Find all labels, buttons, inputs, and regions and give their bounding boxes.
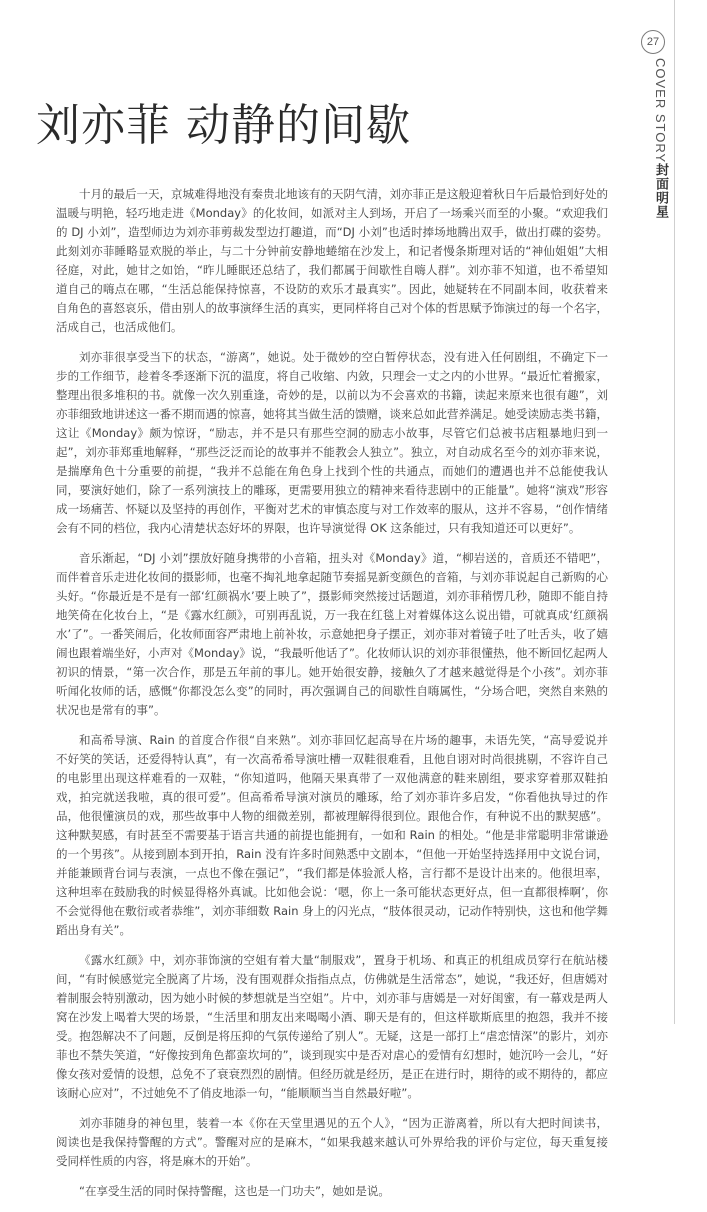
article-body [56,185,608,1212]
paragraph: 刘亦菲很享受当下的状态，“游离”，她说。处于微妙的空白暂停状态，没有进入任何剧组，不确定下一步的工作细节，趁着冬季逐渐下沉的温度，将自己收缩、内敛，只理会一丈之内的小世界。“最近忙着搬家，整理出很多堆积的书。就像一次久别重逢，奇妙的是，以前以为不会喜欢的书籍，读起来原来也很有趣”，刘亦菲细致地讲述这一番不期而遇的惊喜，她将其当做生活的馈赠，谈来总如此营养满足。她受读励志类书籍，这让《Monday》颇为惊讶，“励志，并不是只有那些空洞的励志小故事，尽管它们总被书店粗暴地归到一起”，刘亦菲郑重地解释，“那些泛泛而论的故事并不能教会人独立”。独立，对自动成名至今的刘亦菲来说，是揣摩角色十分重要的前提，“我并不总能在角色身上找到个性的共通点，而她们的遭遇也并不总能使我认同，要演好她们，除了一系列演技上的雕琢，更需要用独立的精神来看待悲剧中的正能量”。她将“演戏”形容成一场痛苦、怀疑以及坚持的再创作，平衡对艺术的审慎态度与对工作效率的服从，这并不容易，“创作情绪会有不同的档位，我内心清楚状态好坏的界限，也许导演觉得 OK 这条能过，只有我知道还可以更好”。 [56,350,608,535]
page-number-badge: 27 [641,30,665,54]
section-label-english: COVER STORY [653,58,668,164]
section-label [639,58,667,219]
paragraph: 和高希导演、Rain 的首度合作很“自来熟”。刘亦菲回忆起高导在片场的趣事，未语先笑，“高导爱说并不好笑的笑话，还爱得特认真”，有一次高希希导演吐槽一双鞋很难看，且他自诩对时尚很挑剔，不容许自己的电影里出现这样难看的一双鞋，“你知道吗，他隔天果真带了一双他满意的鞋来剧组，要求穿着那双鞋拍戏，拍完就送我啦，真的很可爱”。但高希希导演对演员的雕琢，给了刘亦菲许多启发，“你看他执导过的作品，他很懂演员的戏，那些故事中人物的细微差别，都被理解得很到位。跟他合作，有种说不出的默契感”。这种默契感，有时甚至不需要基于语言共通的前提也能拥有，一如和 Rain 的相处。“他是非常聪明非常谦逊的一个男孩”。从接到剧本到开拍，Rain 没有许多时间熟悉中文剧本，“但他一开始坚持选择用中文说台词，并能兼顾背台词与表演，一点也不像在强记”，“我们都是体验派人格，言行都不是设计出来的。他很坦率，这种坦率在鼓励我的时候显得格外真诚。比如他会说：‘嗯，你上一条可能状态更好点，但一直都很棒啊’，你不会觉得他在敷衍或者恭维”，刘亦菲细数 Rain 身上的闪光点，“肢体很灵动，记动作特别快，这也和他学舞蹈出身有关”。 [56,733,608,937]
spine-divider [674,0,675,1024]
article-title: 刘亦菲 动静的间歇 [36,100,411,152]
paragraph: 《露水红颜》中，刘亦菲饰演的空姐有着大量“制服戏”，置身于机场、和真正的机组成员穿行在航站楼间，“有时候感觉完全脱离了片场，没有围观群众指指点点，仿佛就是生活常态”，她说，“我还好，但唐嫣对着制服会特别激动，因为她小时候的梦想就是当空姐”。片中，刘亦菲与唐嫣是一对好闺蜜，有一幕戏是两人窝在沙发上喝着大哭的场景，“生活里和朋友出来喝喝小酒、聊天是有的，但这样歇斯底里的抱怨，我并不接受。抱怨解决不了问题，反倒是将压抑的气氛传递给了别人”。无疑，这是一部打上“虐恋情深”的影片，刘亦菲也不禁失笑道，“好像按到角色都蛮坎坷的”，谈到现实中是否对虐心的爱情有幻想时，她沉吟一会儿，“好像女孩对爱情的设想，总免不了衰衰烈烈的剧情。但经历就是经历，是正在进行时，期待的或不期待的，都应该耐心应对”，不过她免不了俏皮地添一句，“能顺顺当当自然最好啦”。 [56,953,608,1100]
section-label-chinese: 封面明星 [653,163,668,220]
paragraph: 音乐渐起，“DJ 小刘”摆放好随身携带的小音箱，扭头对《Monday》道，“柳岩送的，音质还不错吧”，而伴着音乐走进化妆间的摄影师，也毫不掏礼地拿起随节奏摇晃新变颜色的音箱，与刘亦菲说起自己新购的心头好。“你最近是不是有一部‘红颜祸水’要上映了”，摄影师突然接过话题道，刘亦菲稍愣几秒，随即不能自持地笑倚在化妆台上，“是《露水红颜》，可别再乱说，万一我在红毯上对着媒体这么说出错，可就真成‘红颜祸水’了”。一番笑闹后，化妆师面容严肃地上前补妆，示意她把身子摆正，刘亦菲对着镜子吐了吐舌头，收了嬉闹也跟着端坐好，小声对《Monday》说，“我最听他话了”。化妆师认识的刘亦菲很懂热，他不断回忆起两人初识的情景，“第一次合作，那是五年前的事儿。她开始很安静，接触久了才越来越觉得是个小孩”。刘亦菲听闻化妆师的话，感慨“你都没怎么变”的同时，再次强调自己的间歇性自嗨属性，“分场合吧，突然自来熟的状况也是常有的事”。 [56,551,608,717]
paragraph: “在享受生活的同时保持警醒，这也是一门功夫”，她如是说。 [79,1184,390,1198]
paragraph: 刘亦菲随身的神包里，装着一本《你在天堂里遇见的五个人》，“因为正游离着，所以有大把时间读书，阅读也是我保持警醒的方式”。警醒对应的是麻木，“如果我越来越认可外界给我的评价与定位，每天重复接受同样性质的内容，将是麻木的开始”。 [56,1116,608,1168]
paragraph: 十月的最后一天，京城难得地没有秦贵北地该有的天阴气清，刘亦菲正是这般迎着秋日午后最恰到好处的温暖与明艳，轻巧地走进《Monday》的化妆间，如派对主人到场，开启了一场乘兴而至的小聚。“欢迎我们的 DJ 小刘”，造型师边为刘亦菲剪裁发型边打趣道，而“DJ 小刘”也适时捧场地腾出双手，做出打碟的姿势。此刻刘亦菲睡略显欢脱的举止，与二十分钟前安静地蜷缩在沙发上，和记者慢条斯理对话的“神仙姐姐”大相径庭，对此，她甘之如饴，“昨儿睡眠还总结了，我们都属于间歇性自嗨人群”。刘亦菲不知道，也不希望知道自己的嗨点在哪，“生活总能保持惊喜，不设防的欢乐才最真实”。因此，她疑转在不同副本间，收获着来自角色的喜怒哀乐，借由别人的故事演绎生活的真实，更同样将自己对个体的哲思赋予饰演过的每一个名字，活成自己，也活成他们。 [56,187,608,334]
